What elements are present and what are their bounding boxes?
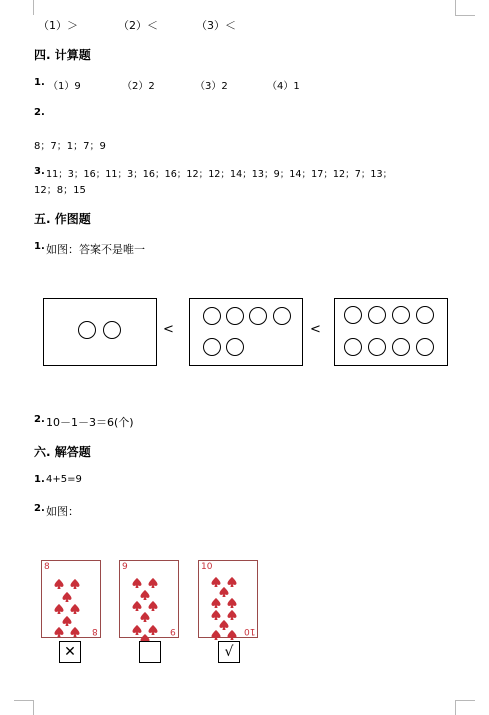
crop-mark (33, 0, 34, 15)
spade-icon (70, 599, 80, 609)
circle (392, 338, 410, 356)
question-number: 2. (34, 503, 45, 514)
crop-mark (455, 700, 456, 715)
question-number: 1. (34, 241, 45, 252)
spade-icon (219, 582, 229, 592)
crop-mark (455, 15, 475, 16)
question-number: 3. (34, 166, 45, 177)
spade-icon (132, 573, 142, 583)
crop-mark (455, 0, 456, 15)
circle (344, 306, 362, 324)
spade-icon (219, 615, 229, 625)
answer: 12；8；15 (34, 185, 86, 196)
spade-icon (227, 593, 237, 603)
spade-icon (148, 596, 158, 606)
spade-icon (54, 599, 64, 609)
answer: （2）2 (122, 81, 155, 92)
crop-mark (14, 700, 34, 701)
answer: （1）9 (48, 81, 81, 92)
spade-icon (148, 573, 158, 583)
answer: （2）＜ (118, 19, 158, 32)
spade-icon (62, 587, 72, 597)
answer: （4）1 (267, 81, 300, 92)
circle (78, 321, 96, 339)
answer: （3）2 (195, 81, 228, 92)
answer: 11；3；16；11；3；16；16；12；12；14；13；9；14；17；12；7；13； (46, 169, 393, 180)
spade-icon (54, 622, 64, 632)
answer: （3）＜ (196, 19, 236, 32)
circle (226, 338, 244, 356)
spade-icon (211, 625, 221, 635)
question-number: 2. (34, 414, 45, 425)
spade-icon (211, 605, 221, 615)
card-rank: 8 (44, 562, 50, 572)
crop-mark (33, 700, 34, 715)
answer-box (139, 641, 161, 663)
playing-card-8 (41, 560, 101, 638)
circle (249, 307, 267, 325)
playing-card-9 (119, 560, 179, 638)
box-left (43, 298, 157, 366)
question-number: 1. (34, 474, 45, 485)
card-rank: 10 (201, 562, 213, 572)
circle (103, 321, 121, 339)
circle (416, 306, 434, 324)
circle (203, 307, 221, 325)
spade-icon (70, 622, 80, 632)
section-title: 四. 计算题 (34, 48, 91, 62)
answer: 10－1－3＝6(个) (46, 416, 134, 429)
question-number: 1. (34, 77, 45, 88)
spade-icon (140, 585, 150, 595)
circle (392, 306, 410, 324)
section-title: 五. 作图题 (34, 212, 91, 226)
spade-icon (140, 629, 150, 639)
section-title: 六. 解答题 (34, 445, 91, 459)
circle (226, 307, 244, 325)
card-rank: 8 (92, 626, 98, 636)
answer: 如图：答案不是唯一 (46, 243, 145, 256)
circle (344, 338, 362, 356)
crop-mark (455, 700, 475, 701)
circle (368, 306, 386, 324)
circle (203, 338, 221, 356)
spade-icon (140, 607, 150, 617)
spade-icon (227, 605, 237, 615)
spade-icon (211, 593, 221, 603)
spade-icon (227, 625, 237, 635)
answer: 8；7；1；7；9 (34, 141, 106, 152)
answer-box: ✕ (59, 641, 81, 663)
less-than-sign: < (163, 322, 174, 337)
less-than-sign: < (310, 322, 321, 337)
spade-icon (54, 574, 64, 584)
answer: （1）＞ (38, 19, 78, 32)
circle (368, 338, 386, 356)
card-rank: 9 (170, 626, 176, 636)
question-number: 2. (34, 107, 45, 118)
circle (416, 338, 434, 356)
spade-icon (211, 572, 221, 582)
answer-box: √ (218, 641, 240, 663)
spade-icon (62, 611, 72, 621)
card-rank: 10 (243, 626, 255, 636)
answer: 4+5=9 (46, 474, 82, 485)
spade-icon (227, 572, 237, 582)
circle (273, 307, 291, 325)
spade-icon (132, 596, 142, 606)
playing-card-10 (198, 560, 258, 638)
answer: 如图： (46, 505, 79, 518)
card-rank: 9 (122, 562, 128, 572)
spade-icon (70, 574, 80, 584)
